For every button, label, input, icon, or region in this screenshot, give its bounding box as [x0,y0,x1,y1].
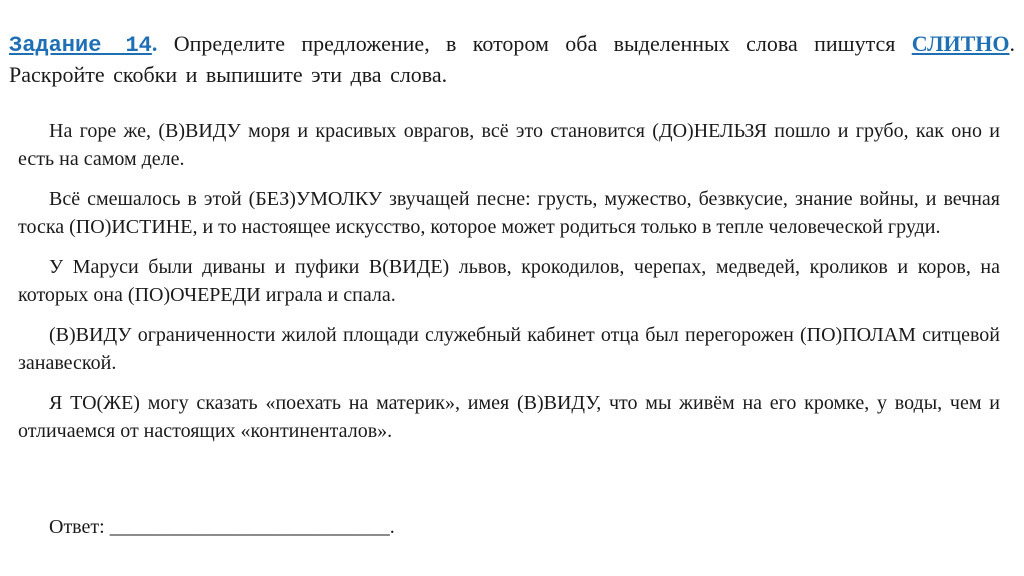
emphasis-slitno-link[interactable]: СЛИТНО [911,31,1010,56]
answer-blank: ____________________________. [109,516,395,538]
sentence-2: Всё смешалось в этой (БЕЗ)УМОЛКУ звучащей песне: грусть, мужество, безвкусие, знание войны, и вечная тоска (ПО)ИСТИНЕ, и то настоящее искусство, которое может родиться только в тепле человеческой груди. [18,188,1000,238]
sentence-4: (В)ВИДУ ограниченности жилой площади служебный кабинет отца был перегорожен (ПО)ПОЛАМ ситцевой занавеской. [18,324,1000,374]
answer-line [49,513,395,541]
task-instruction-end: . Раскройте скобки и выпишите эти два слова. [9,31,1015,87]
task-instruction: Определите предложение, в котором оба выделенных слова пишутся [157,31,912,56]
task-number-link[interactable]: Задание 14 [9,33,152,58]
sentence-list [18,117,1000,457]
answer-label: Ответ: [49,516,110,538]
sentence-3: У Маруси были диваны и пуфики В(ВИДЕ) львов, крокодилов, черепах, медведей, кроликов и коров, на которых она (ПО)ОЧЕРЕДИ играла и спала. [18,256,1000,306]
task-number-dot: . [151,31,158,56]
sentence-5: Я ТО(ЖЕ) могу сказать «поехать на материк», имея (В)ВИДУ, что мы живём на его кромке, у воды, чем и отличаемся от настоящих «континенталов». [18,392,1000,442]
sentence-1: На горе же, (В)ВИДУ моря и красивых оврагов, всё это становится (ДО)НЕЛЬЗЯ пошло и грубо, как оно и есть на самом деле. [18,120,1000,170]
task-header [9,29,1015,89]
